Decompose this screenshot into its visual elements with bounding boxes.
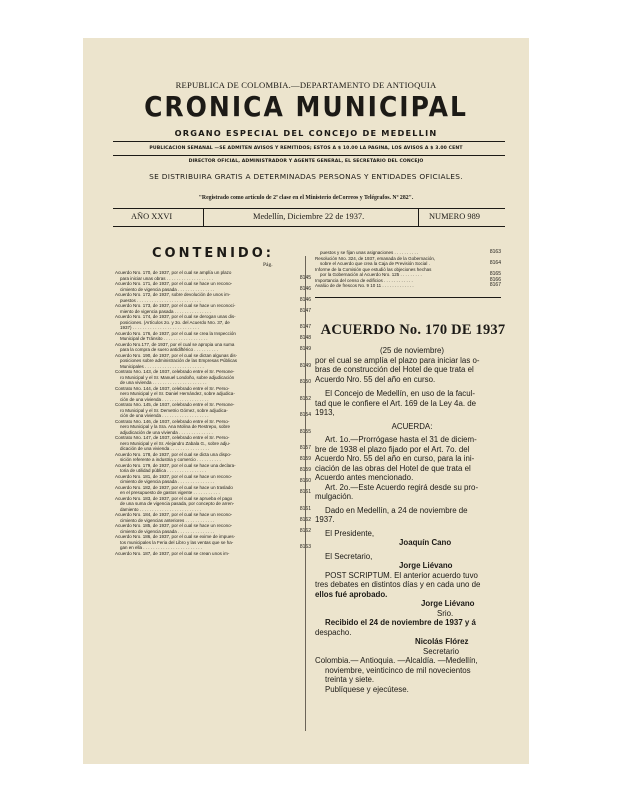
contents-entry-text: gan en ella . . . . . . . . . . . . . . . . . . . . . . . .: [120, 545, 203, 550]
contents-entry-text: Contrato Nro. 147, de 1937, celebrado entre el Sr. Perso-: [115, 435, 230, 440]
contents-entry-text: nero Municipal y la Sra. Ana Molina de Restrepo, sobre: [120, 424, 231, 429]
received-note: [315, 618, 509, 637]
contents-page-number: 8165: [489, 271, 501, 277]
issue-date: Medellín, Diciembre 22 de 1937.: [253, 212, 365, 221]
contents-entry-text: de una vivienda . . . . . . . . . . . . . . . . . . . . . .: [120, 380, 207, 385]
contents-entry-text: cimiento de vigencia pasada . . . . . . . . . . . . . . .: [120, 528, 215, 534]
contents-page-number: 8163: [299, 544, 311, 550]
summary-line: por el cual se amplía el plazo para iniciar las o-: [315, 355, 480, 365]
contents-page-number: 8147: [299, 307, 311, 314]
contents-page-number: 8160: [299, 478, 311, 484]
acuerdo-summary: [315, 356, 509, 385]
contents-page-number: 8157: [299, 445, 311, 451]
acuerdo-intro: [315, 389, 509, 418]
contents-entry-text: en el presupuesto de gastos vigente . . . . . . . . . . .: [120, 490, 220, 495]
contents-entry-text: de una suma de vigencia pasada, por concepto de arren-: [120, 501, 235, 506]
secretary2-name: Nicolás Flórez: [415, 637, 469, 646]
contents-page-number: 8154: [299, 412, 311, 418]
contents-entry-text: sición referente a industria y comercio . . . . . . . . . .: [120, 457, 221, 462]
contents-entry-text: 1937) . . . . . . . . . . . . . . . . . . . . . . . . . . .: [120, 325, 200, 330]
contents-page-number: 8166: [489, 276, 501, 283]
contents-entry-text: Municipal de Tránsito . . . . . . . . . . . . . . . . . .: [120, 336, 208, 341]
article-line: Art. 1o.—Prorrógase hasta el 31 de diciem-: [325, 435, 477, 444]
contents-page-number: 8167: [489, 282, 501, 288]
contents-entry-text: posiciones. (Artículos 2o. y 3o. del Acuerdo Nro. 37, de: [120, 319, 230, 325]
contents-entry-text: Acuerdo Nro. 178, de 1937, por el cual se dicta una dispo-: [115, 451, 232, 457]
newspaper-page: [83, 38, 529, 764]
contents-entry-text: Acuerdo Nro. 184, de 1937, por el cual se hace un recono-: [115, 512, 233, 517]
contents-page-number: 8163: [489, 249, 501, 255]
contents-list-right: [315, 250, 501, 289]
acuerdo-body: [315, 346, 509, 694]
contents-page-number: 8161: [299, 505, 311, 512]
post-signature-name: Jorge Liévano: [421, 599, 475, 608]
registration-note: "Registrado como artículo de 2ª clase en el Ministerio deCorreos y Telégrafos. Nº 282".: [198, 195, 414, 201]
closing-line: treinta y siete.: [325, 675, 375, 684]
contents-entry-text: ción de una vivienda . . . . . . . . . . . . . . . . . . .: [120, 396, 209, 402]
secretary-name: Jorge Liévano: [399, 561, 453, 570]
rule-middle: [113, 155, 505, 156]
intro-line: tad que le confiere el Art. 169 de la Ley 4a. de: [315, 398, 476, 408]
contents-entry-text: Acuerdo Nro. 179, de 1937, por el cual se hace una declara-: [115, 462, 236, 468]
contents-entry-text: Acuerdo Nro. 173, de 1937, por el cual se hace un reconoci-: [115, 303, 236, 308]
contents-entry-text: Acuerdo Nro. 185, de 1937, por el cual se hace un recono-: [115, 523, 233, 528]
article-line: bre de 1938 el plazo fijado por el Art. 7o. del: [315, 444, 470, 454]
closing-note: [315, 656, 509, 685]
contents-page-number: 8159: [299, 467, 311, 473]
publish-note: Publíquese y ejecútese.: [325, 684, 409, 694]
contents-entry-text: tos municipales la Feria del Libro y las ventas que se ha-: [120, 539, 234, 545]
contents-entry-line: [115, 551, 311, 557]
contents-entry-text: Acuerdo Nro. 190, de 1937, por el cual se dictan algunas dis-: [115, 352, 238, 358]
contents-entry-text: miento de vigencia pasada . . . . . . . . . . . . . . .: [120, 308, 212, 314]
contents-entry-text: Importancia del censo de edificios . . . . . . . . . . . .: [315, 277, 413, 283]
post-line: ellos fué aprobado.: [315, 589, 388, 599]
contents-entry-text: Acuerdo Nro. 181, de 1937, por el cual se hace un recono-: [115, 473, 233, 479]
issue-year: AÑO XXVI: [131, 212, 173, 221]
contents-entry-text: Acuerdo Nro. 183, de 1937, por el cual se aprueba el pago: [115, 495, 233, 501]
contents-entry-text: ción de una vivienda . . . . . . . . . . . . . . . . . . .: [120, 413, 209, 418]
contents-entry-text: toria de utilidad pública . . . . . . . . . . . . . . . .: [120, 468, 207, 473]
article-1: [315, 435, 509, 483]
article-line: Acuerdo Nro. 55 del año en curso, para la ini-: [315, 454, 475, 463]
contents-page-number: 8152: [299, 395, 311, 402]
given-line: 1937.: [315, 515, 335, 524]
issue-number: NUMERO 989: [429, 212, 480, 221]
contents-entry-text: Acuerdo Nro.177, de 1937, por el cual se apropia una suma: [115, 341, 235, 347]
contents-entry-text: para iniciar unas obras . . . . . . . . . . . . . . . . . . .: [120, 275, 214, 281]
rule-top: [113, 141, 505, 142]
summary-line: bras de construcción del Hotel de que trata el: [315, 365, 474, 374]
acuerdo-date: (25 de noviembre): [379, 346, 445, 355]
issue-divider-1: [203, 209, 204, 226]
post-scriptum: [315, 571, 509, 600]
contents-heading: CONTENIDO:: [152, 246, 274, 261]
contents-entry-line: [315, 283, 501, 289]
masthead-title: CRONICA MUNICIPAL: [144, 90, 468, 123]
contents-page-number: 8149: [299, 346, 311, 352]
contents-entry-text: dicación de una vivienda . . . . . . . . . . . . . . . .: [120, 446, 210, 451]
contents-entry-text: Contrato Nro. 146, de 1937, celebrado entre el Sr. Perso-: [115, 418, 230, 424]
acuerda-label: ACUERDA:: [391, 421, 433, 431]
contents-entry-text: Municipales . . . . . . . . . . . . . . . . . . . . . . . .: [120, 363, 204, 369]
intro-line: 1913,: [315, 408, 335, 417]
issue-bar: [113, 208, 505, 227]
contents-entry-text: Contrato Nro. 143, de 1937, celebrado entre el Sr. Persone-: [115, 369, 235, 374]
column-divider: [305, 256, 306, 731]
closing-line: Colombia.— Antioquia. —Alcaldía. —Medellín,: [315, 656, 478, 665]
received-line: despacho.: [315, 627, 352, 637]
contents-entry-text: puestos y se fijan unas asignaciones . . . . . . . . . .: [320, 250, 419, 255]
given-note: [315, 506, 509, 525]
received-line: Recibido el 24 de noviembre de 1937 y á: [325, 618, 476, 627]
contents-entry-text: sobre el Acuerdo que crea la Caja de Previsión Social .: [320, 261, 430, 266]
contents-page-label: Pág.: [263, 262, 273, 268]
contents-entry-text: cimiento de vigencia pasada . . . . . . . . . . . . . . .: [120, 479, 215, 484]
article-line: ciación de las obras del Hotel de que trata el: [315, 463, 471, 473]
contents-page-number: 8159: [299, 456, 311, 462]
secretary-label: El Secretario,: [325, 551, 373, 561]
contents-entry-text: para la compra de suero antidiftérico . . . . . . . . . .: [120, 347, 219, 352]
contents-entry-text: Avalúo de de frescos No. 9 10 11 . . . . . . . . . . . . .: [315, 283, 414, 288]
contents-page-number: 8161: [299, 489, 311, 495]
contents-entry-text: Resolución Nro. 324, de 1937, emanada de la Gobernación,: [315, 255, 436, 261]
contents-page-number: 8149: [299, 362, 311, 369]
contents-entry-text: posiciones sobre administración de las Empresas Públicas: [120, 358, 238, 363]
contents-list-left: [115, 270, 311, 556]
given-line: Dado en Medellín, a 24 de noviembre de: [325, 505, 468, 515]
post-signature-role: Srio.: [437, 608, 454, 618]
issue-divider-2: [418, 209, 419, 226]
article-line: Acuerdo antes mencionado.: [315, 473, 414, 482]
contents-entry-text: Acuerdo Nro. 174, de 1937, por el cual se derogan unas dis-: [115, 314, 236, 319]
contents-entry-text: Acuerdo Nro. 176, de 1937, por el cual se crea la Inspección: [115, 330, 236, 336]
contents-entry-text: damiento . . . . . . . . . . . . . . . . . . . . . . . . .: [120, 506, 202, 512]
post-line: POST SCRIPTUM. El anterior acuerdo tuvo: [325, 570, 478, 580]
contents-page-number: 8162: [299, 516, 311, 523]
director-note: DIRECTOR OFICIAL, ADMINISTRADOR Y AGENTE GENERAL, EL SECRETARIO DEL CONCEJO: [188, 159, 424, 164]
secretary2-role: Secretario: [423, 646, 459, 656]
contents-entry-text: Acuerdo Nro. 187, de 1937, por el cual se crean unos im-: [115, 550, 230, 556]
contents-page-number: 8146: [299, 296, 311, 303]
article-line: Art. 2o.—Este Acuerdo regirá desde su pro-: [325, 482, 479, 492]
contents-entry-text: Contrato Nro. 145, de 1937, celebrado entre el Sr. Persone-: [115, 402, 235, 407]
contents-page-number: 8147: [299, 324, 311, 330]
president-name: Joaquín Cano: [399, 538, 452, 547]
contents-entry-text: puestos . . . . . . . . . . . . . . . . . . . . . . . . . .: [120, 297, 201, 303]
distribution-note: SE DISTRIBUIRA GRATIS A DETERMINADAS PERSONAS Y ENTIDADES OFICIALES.: [149, 172, 463, 181]
post-line: tres debates en distintos días y en cada uno de: [315, 580, 481, 589]
contents-page-number: 8162: [299, 527, 311, 534]
contents-page-number: 8145: [299, 274, 311, 281]
acuerdo-heading: ACUERDO No. 170 DE 1937: [320, 322, 506, 338]
contents-entry-text: Acuerdo Nro. 171, de 1937, por el cual se hace un recono-: [115, 281, 233, 286]
article-line: mulgación.: [315, 492, 354, 501]
contents-entry-text: adjudicación de una vivienda . . . . . . . . . . . . . .: [120, 429, 213, 435]
contents-entry-text: ro Municipal y el Sr. Manuel Londoño, sobre adjudicación: [120, 374, 235, 380]
article-2: [315, 483, 509, 502]
contents-page-number: 8148: [299, 335, 311, 341]
contents-entry-text: Acuerdo Nro. 182, de 1937, por el cual se hace un traslado: [115, 484, 233, 490]
contents-entry-text: Acuerdo Nro. 186, de 1937, por el cual se exime de impues-: [115, 534, 236, 539]
contents-entry-text: cimiento de vigencias anteriores . . . . . . . . . . . .: [120, 517, 215, 523]
contents-page-number: 8146: [299, 285, 311, 292]
summary-line: Acuerdo Nro. 55 del año en curso.: [315, 374, 436, 384]
contents-end-rule: [315, 297, 501, 298]
publication-note: PUBLICACION SEMANAL —SE ADMITEN AVISOS Y REMITIDOS; ESTOS A $ 10.00 LA PAGINA, LOS AVISOS A $ 3.00 CENT: [149, 146, 463, 151]
contents-page-number: 8164: [489, 260, 501, 266]
contents-entry-text: Acuerdo Nro. 170, de 1937, por el cual se amplía un plazo: [115, 270, 232, 275]
president-label: El Presidente,: [325, 528, 375, 538]
contents-entry-text: Informe de la Comisión que estudió las objeciones hechas: [315, 266, 432, 272]
contents-entry-text: cimiento de vigencia pasada . . . . . . . . . . . . . . .: [120, 286, 215, 292]
closing-line: noviembre, veinticinco de mil novecientos: [325, 665, 471, 675]
contents-page-number: 8150: [299, 379, 311, 385]
contents-entry-text: por la Gobernación al Acuerdo Nro. 125 . . . . . . . . .: [320, 272, 422, 277]
contents-entry-text: ro Municipal y el Sr. Demetrio Gómez, sobre adjudica-: [120, 407, 228, 413]
contents-page-number: 8155: [299, 428, 311, 435]
intro-line: El Concejo de Medellín, en uso de la facul-: [325, 389, 476, 398]
contents-entry-text: nero Municipal y el Sr. Daniel Hernández, sobre adjudica-: [120, 391, 235, 396]
masthead-subtitle: ORGANO ESPECIAL DEL CONCEJO DE MEDELLIN: [174, 128, 438, 138]
contents-entry-text: nero Municipal y el Sr. Alejandro Zabala G., sobre adju-: [120, 440, 231, 446]
republic-header: REPUBLICA DE COLOMBIA.—DEPARTAMENTO DE ANTIOQUIA: [175, 80, 437, 90]
contents-entry-text: Acuerdo Nro. 172, de 1937, sobre devolución de unos im-: [115, 292, 231, 297]
contents-entry-text: Contrato Nro. 144, de 1937, celebrado entre el Sr. Perso-: [115, 385, 230, 391]
